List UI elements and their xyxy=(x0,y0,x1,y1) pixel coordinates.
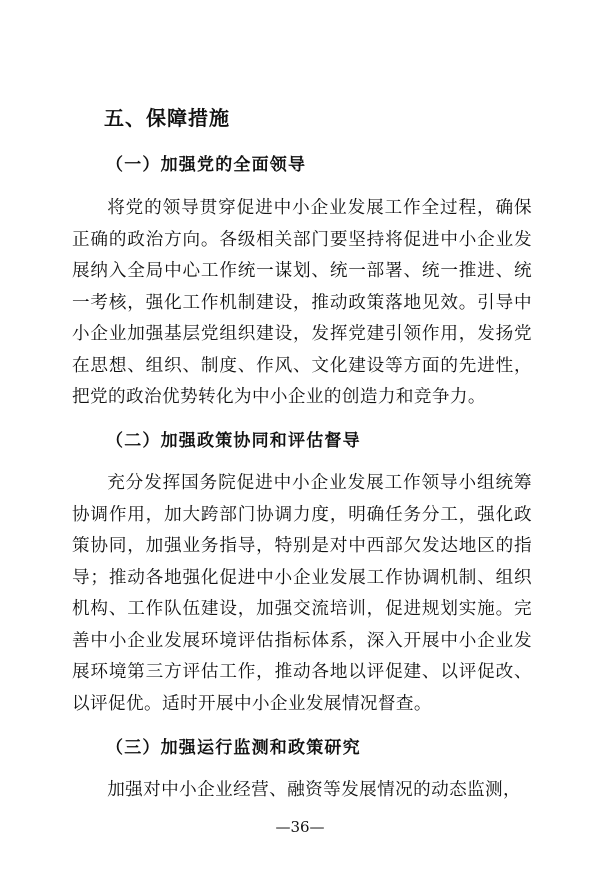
section-title: 五、保障措施 xyxy=(104,106,230,130)
subsection-body-3: 加强对中小企业经营、融资等发展情况的动态监测， xyxy=(107,780,522,800)
page-number: —36— xyxy=(275,818,325,836)
subsection-body-1: 将党的领导贯穿促进中小企业发展工作全过程，确保正确的政治方向。各级相关部门要坚持将促进中小企业发展纳入全局中心工作统一谋划、统一部署、统一推进、统一考核，强化工作机制建设，推动政策落地见效。引导中小企业加强基层党组织建设，发挥党建引领作用，发扬党在思想、组织、制度、作风、文化建设等方面的先进性，把党的政治优势转化为中小企业的创造力和竞争力。 xyxy=(72,198,532,407)
subsection-heading-2: （二）加强政策协同和评估督导 xyxy=(106,431,361,451)
subsection-heading-1: （一）加强党的全面领导 xyxy=(106,155,307,175)
subsection-heading-3: （三）加强运行监测和政策研究 xyxy=(106,738,361,758)
subsection-body-2: 充分发挥国务院促进中小企业发展工作领导小组统筹协调作用，加大跨部门协调力度，明确任务分工，强化政策协同，加强业务指导，特别是对中西部欠发达地区的指导；推动各地强化促进中小企业发展工作协调机制、组织机构、工作队伍建设，加强交流培训，促进规划实施。完善中小企业发展环境评估指标体系，深入开展中小企业发展环境第三方评估工作，推动各地以评促建、以评促改、以评促优。适时开展中小企业发展情况督查。 xyxy=(72,473,532,714)
